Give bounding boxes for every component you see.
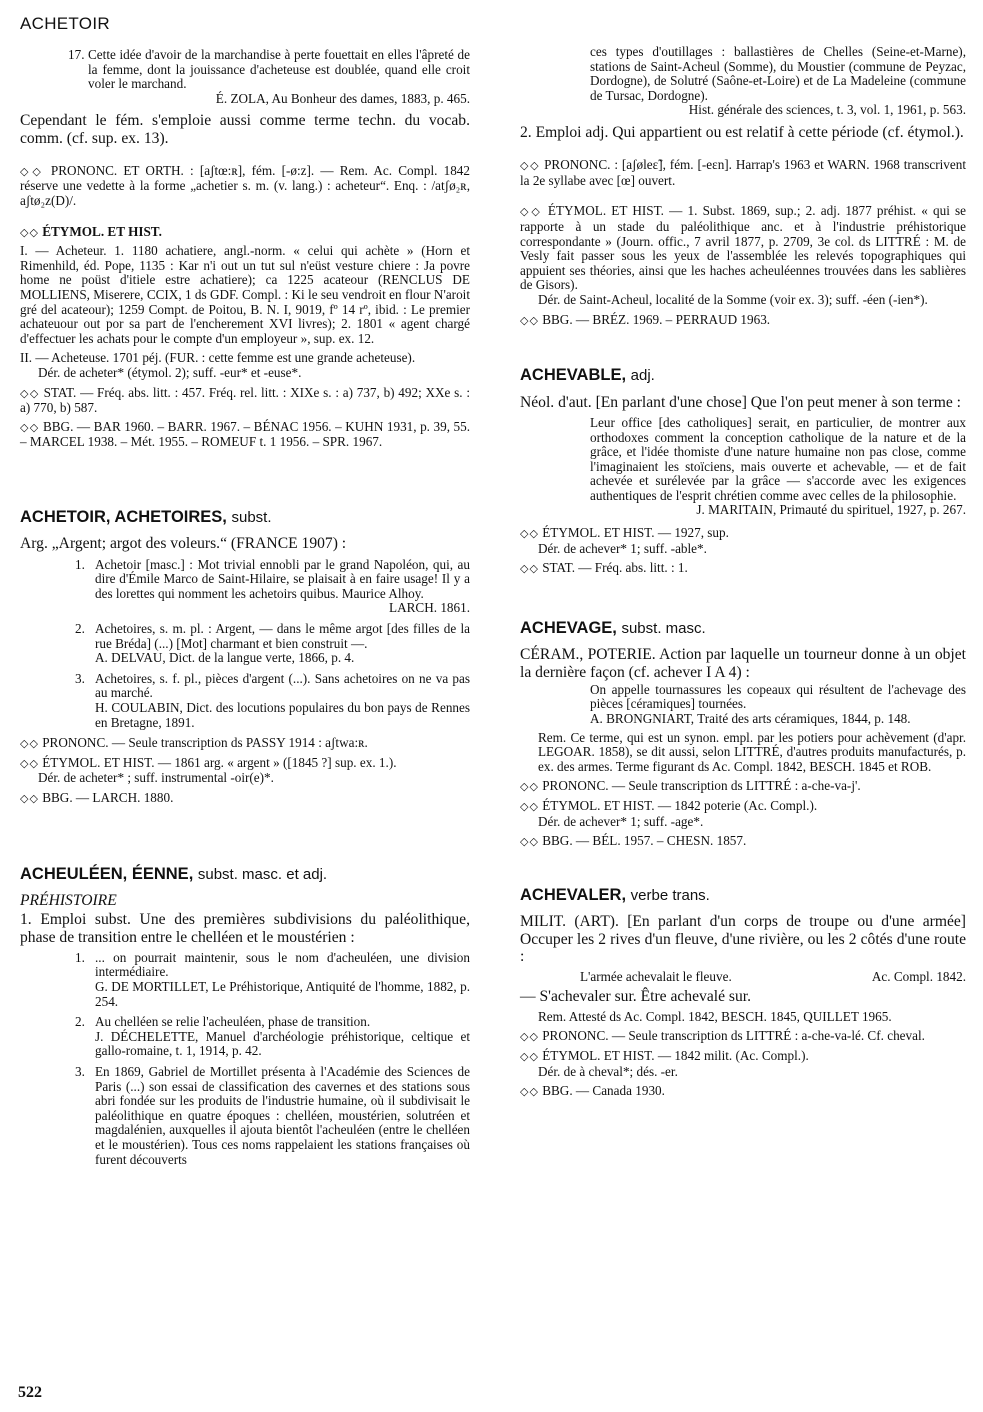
section-text: BBG. — BRÉZ. 1969. – PERRAUD 1963. [542,311,771,327]
grammar-label: adj. [630,367,655,385]
citation-17 [68,48,470,106]
entry-headword-achevage [520,618,966,637]
citation-number: 3. [75,670,85,686]
citation-3 [75,672,470,730]
citation-text: ... on pourrait maintenir, sous le nom d'acheuléen, une division intermédiaire. [95,949,470,980]
headword: ACHEVAGE, [520,618,617,637]
statistics-section [20,386,470,416]
headword: ACHEVABLE, [520,366,627,385]
derivation-note: Dér. de achever* 1; suff. -able*. [538,540,707,556]
etymology-heading [20,225,470,241]
definition: Néol. d'aut. [En parlant d'une chose] Que l'on peut mener à son terme : [520,393,962,411]
section-text: PRONONC. ET ORTH. : [aʃtœ:ʀ], fém. [-ø:z]. — Rem. Ac. Compl. 1842 réserve une vedette à la forme „achetier s. m. (v. lang.) : acheteur“. Enq. : /atʃø₂ʀ, aʃtø₂z(D)/. [20,162,470,208]
citation-source: Ac. Compl. 1842. [871,968,966,984]
diamond-icon: ◇◇ [520,562,539,576]
entry-headword-achevaler [520,885,966,904]
grammar-label: subst. masc. [621,619,706,637]
citation-2 [75,1015,470,1059]
citation-source: Hist. générale des sciences, t. 3, vol. 1, 1961, p. 563. [688,102,966,118]
bibliography-section [520,1084,966,1100]
citation-number: 17. [68,47,85,62]
etymology-section [520,1049,966,1065]
statistics-section [520,561,966,577]
citation-number: 2. [75,1014,85,1030]
derivation-note: Dér. de Saint-Acheul, localité de la Somme (voir ex. 3); suff. -éen (-ien*). [538,291,928,307]
section-text: PRONONC. : [aʃøleɛ̃], fém. [-eɛn]. Harrap's 1963 et WARN. 1968 transcrivent la 2e syllabe avec [œ] ouvert. [520,157,967,188]
sense-2: 2. Emploi adj. Qui appartient ou est relatif à cette période (cf. étymol.). [520,123,964,141]
citation-text: On appelle tournassures les copeaux qui résultent de l'achevage des pièces [céramiques] tournées. [590,681,966,712]
citation-source: É. ZOLA, Au Bonheur des dames, 1883, p. 465. [215,90,470,106]
right-column [520,45,966,1104]
diamond-icon: ◇◇ [520,1085,539,1099]
short-citation [580,970,966,985]
section-text: ÉTYMOL. ET HIST. — 1842 milit. (Ac. Compl.). [542,1047,809,1063]
citation-text: L'armée achevalait le fleuve. [580,968,732,984]
diamond-icon: ◇◇ [520,205,543,219]
diamond-icon: ◇◇ [520,159,541,173]
citation-text: Leur office [des catholiques] serait, en particulier, de montrer aux orthodoxes comment la conception catholique de la nature et de la grâce, et l'idée thomiste d'une nature humaine non pas close, comme l'imaginaient les stoïciens, mais ouverte et achevable, — et de fait achevée et surélevée par la grâce — s'accorde avec les exigences authentiques de l'esprit chrétien comme avec celles de la philosophie. [590,414,966,503]
citation-source: G. DE MORTILLET, Le Préhistorique, Antiquité de l'homme, 1882, p. 254. [95,978,470,1009]
entry-headword-achevable [520,368,966,384]
section-title: ÉTYMOL. ET HIST. [42,223,162,239]
pronunciation-section [520,779,966,795]
diamond-icon: ◇◇ [520,800,539,813]
citation-text: Achetoires, s. m. pl. : Argent, — dans le même argot [des filles de la rue Bréda] (...) [Mot] charmant et bien construit —. [95,621,470,651]
section-text: PRONONC. — Seule transcription ds LITTRÉ : a-che-va-lé. Cf. cheval. [542,1028,925,1044]
section-text: ÉTYMOL. ET HIST. — 1842 poterie (Ac. Compl.). [542,798,818,813]
citation-number: 1. [75,949,85,965]
diamond-icon: ◇◇ [520,835,539,849]
sub-entry: — S'achevaler sur. Être achevalé sur. [520,987,751,1005]
definition: CÉRAM., POTERIE. Action par laquelle un tourneur donne à un objet la dernière façon (cf. achever I A 4) : [520,646,966,681]
diamond-icon: ◇◇ [520,313,539,327]
usage-note: Cependant le fém. s'emploie aussi comme terme techn. du vocab. comm. (cf. sup. ex. 13). [20,112,470,147]
section-text: STAT. — Fréq. abs. litt. : 457. Fréq. rel. litt. : XIXe s. : a) 737, b) 492; XXe s. : a) 770, b) 587. [20,384,470,416]
bibliography-section [20,420,470,450]
citation-2 [75,622,470,666]
entry-headword-achetoir [20,507,470,526]
citation-text: Cette idée d'avoir de la marchandise à perte fouettait en elles l'âpreté de la femme, dont la jouissance d'acheteuse est doublée, quand elle croit voler le marchand. [88,47,470,92]
citation-source: LARCH. 1861. [389,600,470,616]
citation-number: 2. [75,621,85,637]
diamond-icon: ◇◇ [20,225,39,239]
entry-headword-acheuleen [20,864,470,883]
diamond-icon: ◇◇ [520,1049,539,1063]
section-text: PRONONC. — Seule transcription ds LITTRÉ : a-che-va-j'. [542,778,861,794]
section-text: BBG. — Canada 1930. [542,1083,665,1099]
etymology-part-1: I. — Acheteur. 1. 1180 achatiere, angl.-norm. « celui qui achète » (Horn et Rimenhild, éd. Pope, 1135 : Kar n'i out un tut sul n'eüst vesture chiere : Ja povre home ne poüst d'itiele estre achatiere); ca 1225 acateour (RENCLUS DE MOLLIENS, Miserere, CCIX, 1 ds GDF. Compl. : Ki le seu vendroit en flour N'aroit gré del acateour); 1259 Compt. de Poitou, B. N. I, 9019, fº 14 rº, ibid. : Le premier achateuour out por sa part de l'encherement XVI livres); 2. 1801 « agent chargé d'effectuer les achats pour le compte d'un employeur », sup. ex. 12. [20,243,470,346]
grammar-label: subst. masc. et adj. [197,865,328,883]
diamond-icon: ◇◇ [520,1030,539,1044]
section-text: ÉTYMOL. ET HIST. — 1. Subst. 1869, sup.; 2. adj. 1877 préhist. « qui se rapporte à un stade du paléolithique anc. et à l'industrie préhistorique correspondante » (Journ. offic., 7 avril 1877, p. 2709, 3e col. ds LITTRÉ : M. de Vesly fait passer sous les yeux de l'assemblée les relevés topographiques qui appuient ses théories, ainsi que les haches acheuléennes trouvées dans les sablières de Gisors). [520,203,967,293]
etymology-section [520,204,966,293]
section-text: BBG. — LARCH. 1880. [42,789,174,805]
citation-source: J. MARITAIN, Primauté du spirituel, 1927, p. 267. [696,502,966,518]
bibliography-section [520,313,966,329]
domain-label: PRÉHISTOIRE [20,892,117,910]
section-text: PRONONC. — Seule transcription ds PASSY 1914 : aʃtwa:ʀ. [42,735,368,751]
citation-text: Au chelléen se relie l'acheuléen, phase de transition. [95,1014,371,1030]
citation-continuation: ces types d'outillages : ballastières de Chelles (Seine-et-Marne), stations de Saint-Acheul (Somme), du Moustier (commune de Peyzac, Dordogne), de Solutré (Saône-et-Loire) et de La Madeleine (commune de Tursac, Dordogne). [590,44,966,103]
diamond-icon: ◇◇ [20,386,40,400]
remark: Rem. Attesté ds Ac. Compl. 1842, BESCH. 1845, QUILLET 1965. [538,1008,892,1024]
derivation-note: Dér. de acheter* ; suff. instrumental -oir(e)*. [38,770,274,786]
etymology-section [520,526,966,542]
grammar-label: verbe trans. [630,886,710,904]
citation-number: 1. [75,556,85,572]
running-header: ACHETOIR [20,14,110,33]
pronunciation-section [520,1029,966,1045]
citation-number: 3. [75,1063,85,1079]
section-text: BBG. — BÉL. 1957. – CHESN. 1857. [542,833,747,849]
headword: ACHEULÉEN, ÉENNE, [20,864,194,883]
remark: Rem. Ce terme, qui est un synon. empl. par les potiers pour achèvement (d'apr. LEGOAR. 1858), se dit aussi, selon LITTRÉ, d'autres produits manufacturés, p. ex. des armes. Terme figurant ds Ac. Compl. 1842, BESCH. 1845 et ROB. [538,729,966,774]
pronunciation-section [20,164,470,209]
etymology-section [520,799,966,815]
bibliography-section [20,791,470,807]
headword: ACHETOIR, ACHETOIRES, [20,507,227,526]
citation-text: Achetoires, s. f. pl., pièces d'argent (...). Sans achetoires on ne va pas au marché. [95,670,470,701]
citation-source: A. BRONGNIART, Traité des arts céramiques, 1844, p. 148. [590,711,911,727]
etymology-part-2: II. — Acheteuse. 1701 péj. (FUR. : cette femme est une grande acheteuse). [20,350,416,366]
derivation-note: Dér. de acheter* (étymol. 2); suff. -eur* et -euse*. [38,364,302,380]
citation-1 [75,951,470,1009]
citation-text: En 1869, Gabriel de Mortillet présenta à l'Académie des Sciences de Paris (...) son essai de classification des cavernes et des stations sous abri fondée sur les produits de l'industrie humaine, où il subdivisait le paléolithique en quatre époques : chelléen, moustérien, solutréen et magdalénien, auxquelles il ajouta bientôt l'acheuléen (entre le chelléen et le moustérien). Tous ces noms rappelaient les stations françaises où furent découverts [95,1063,470,1167]
page-number: 522 [18,1384,42,1401]
diamond-icon: ◇◇ [20,420,40,434]
diamond-icon: ◇◇ [20,791,39,805]
sense-1: 1. Emploi subst. Une des premières subdivisions du paléolithique, phase de transition entre le chelléen et le moustérien : [20,911,470,946]
derivation-note: Dér. de à cheval*; dés. -er. [538,1063,678,1079]
citation-source: A. DELVAU, Dict. de la langue verte, 1866, p. 4. [95,650,355,666]
section-text: ÉTYMOL. ET HIST. — 1927, sup. [542,525,729,541]
bibliography-section [520,834,966,850]
etymology-section [20,756,470,772]
pronunciation-section [520,158,966,188]
headword: ACHEVALER, [520,885,627,904]
definition: MILIT. (ART). [En parlant d'un corps de troupe ou d'une armée] Occuper les 2 rives d'un fleuve, d'une rivière, ou les 2 côtés d'une route : [520,913,966,965]
left-column [20,48,470,1173]
citation-text: Achetoir [masc.] : Mot trivial ennobli par le grand Napoléon, qui, au dire d'Émile Marco de Saint-Hilaire, se plaisait à en faire usage! Il y a des lorettes qui nomment les achetoirs quibus. Maurice Alhoy. [95,556,470,601]
citation-3 [75,1065,470,1167]
definition: Arg. „Argent; argot des voleurs.“ (FRANCE 1907) : [20,535,347,553]
section-text: BBG. — BAR 1960. – BARR. 1967. – BÉNAC 1956. – KUHN 1931, p. 39, 55. – MARCEL 1938. – Mét. 1955. – ROMEUF t. 1 1956. – SPR. 1967. [20,418,471,450]
pronunciation-section [20,736,470,752]
section-text: ÉTYMOL. ET HIST. — 1861 arg. « argent » ([1845 ?] sup. ex. 1.). [42,754,397,770]
diamond-icon: ◇◇ [520,527,539,541]
citation-source: H. COULABIN, Dict. des locutions populaires du bon pays de Rennes en Bretagne, 1891. [95,700,470,730]
diamond-icon: ◇◇ [20,164,45,178]
diamond-icon: ◇◇ [20,756,39,770]
section-text: STAT. — Fréq. abs. litt. : 1. [542,560,688,576]
derivation-note: Dér. de achever* 1; suff. -age*. [538,813,704,829]
grammar-label: subst. [231,508,272,526]
diamond-icon: ◇◇ [20,737,39,751]
diamond-icon: ◇◇ [520,780,539,794]
citation-source: J. DÉCHELETTE, Manuel d'archéologie préhistorique, celtique et gallo-romaine, t. 1, 1914, p. 42. [95,1028,470,1059]
citation-1 [75,558,470,616]
